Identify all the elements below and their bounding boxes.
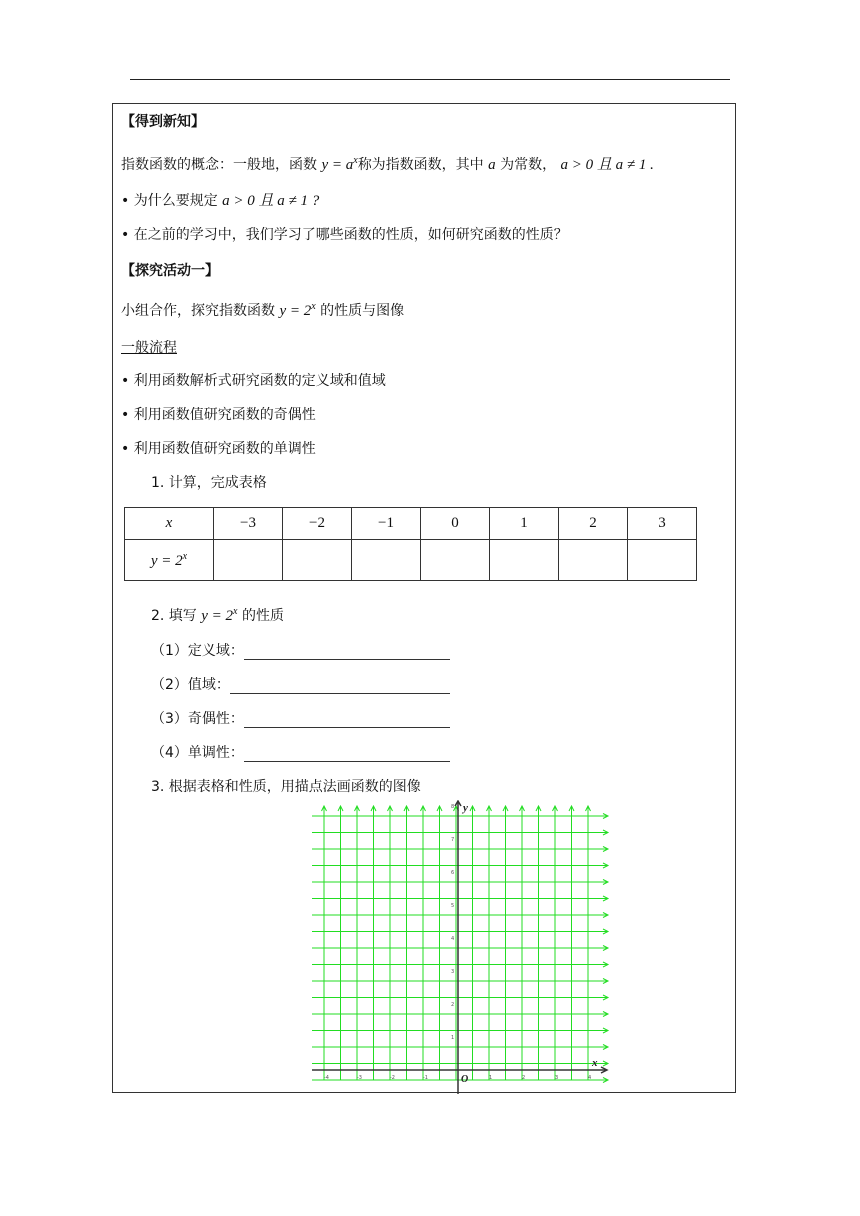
- concept-a: a: [488, 157, 496, 173]
- step-2-suffix: 的性质: [241, 608, 284, 624]
- answer-blank[interactable]: [244, 645, 450, 660]
- x-tick-label: 1: [489, 1075, 493, 1081]
- header-rule: [130, 79, 730, 80]
- concept-prefix: 指数函数的概念：一般地，函数: [121, 157, 317, 173]
- tick-labels: [324, 802, 598, 1085]
- question-1: [121, 192, 319, 210]
- step-2: [151, 603, 284, 625]
- table-cell-blank[interactable]: [490, 540, 559, 581]
- x-tick-label: -1: [423, 1075, 428, 1081]
- table-cell-blank[interactable]: [421, 540, 490, 581]
- step-2-formula: [201, 608, 237, 624]
- x-tick-label: 2: [522, 1075, 526, 1081]
- y-tick-label: 6: [451, 870, 455, 876]
- concept-sentence: [121, 152, 654, 174]
- x-tick-label: 4: [588, 1075, 592, 1081]
- table-row: [125, 508, 697, 540]
- property-domain: [151, 642, 450, 660]
- table-x-value: −3: [214, 508, 283, 540]
- step-2-formula-exp: x: [233, 606, 238, 617]
- step-2-formula-base: y = 2: [201, 608, 234, 624]
- x-tick-label: -4: [324, 1075, 329, 1081]
- x-tick-label: 3: [555, 1075, 559, 1081]
- y-tick-label: 1: [451, 1035, 455, 1041]
- question-1-prefix: • 为什么要规定: [121, 193, 218, 209]
- y-tick-label: 5: [451, 903, 455, 909]
- table-x-value: 2: [559, 508, 628, 540]
- table-x-value: −1: [352, 508, 421, 540]
- table-header-y: [125, 540, 214, 581]
- concept-mid2: 为常数，: [500, 157, 557, 173]
- property-parity: [151, 710, 450, 728]
- table-x-value: −2: [283, 508, 352, 540]
- intro-prefix: 小组合作，探究指数函数: [121, 303, 275, 319]
- table-y-exp: x: [182, 550, 188, 562]
- step-2-prefix: 2. 填写: [151, 608, 197, 624]
- property-label: （1）定义域：: [151, 643, 244, 659]
- concept-mid: 称为指数函数，其中: [357, 157, 484, 173]
- answer-blank[interactable]: [244, 747, 450, 762]
- step-3: 3. 根据表格和性质，用描点法画函数的图像: [151, 779, 421, 795]
- concept-condition: a > 0 且 a ≠ 1 .: [560, 157, 654, 173]
- question-2: • 在之前的学习中，我们学习了哪些函数的性质，如何研究函数的性质？: [121, 227, 568, 243]
- property-label: （4）单调性：: [151, 745, 244, 761]
- intro-formula-base: y = 2: [279, 303, 312, 319]
- concept-formula-base: y = a: [321, 157, 354, 173]
- concept-formula-exp: x: [353, 155, 358, 166]
- property-monotonicity: [151, 744, 450, 762]
- x-tick-label: -2: [390, 1075, 395, 1081]
- table-cell-blank[interactable]: [352, 540, 421, 581]
- table-header-x: x: [125, 508, 214, 540]
- x-axis-label: x: [592, 1057, 598, 1069]
- table-cell-blank[interactable]: [283, 540, 352, 581]
- origin-label: O: [461, 1074, 469, 1085]
- y-tick-label: 7: [451, 837, 455, 843]
- question-1-condition: a > 0 且 a ≠ 1 ?: [222, 193, 320, 209]
- activity-intro: [121, 298, 404, 320]
- y-tick-label: 3: [451, 969, 455, 975]
- y-tick-label: 8: [451, 804, 455, 810]
- table-cell-blank[interactable]: [214, 540, 283, 581]
- table-x-value: 1: [490, 508, 559, 540]
- property-label: （2）值域：: [151, 677, 230, 693]
- value-table: [124, 507, 697, 581]
- concept-formula: [321, 157, 357, 173]
- intro-suffix: 的性质与图像: [320, 303, 405, 319]
- table-x-value: 3: [628, 508, 697, 540]
- answer-blank[interactable]: [244, 713, 450, 728]
- table-y-base: y = 2: [150, 552, 183, 569]
- table-x-value: 0: [421, 508, 490, 540]
- property-range: [151, 676, 450, 694]
- step-1: 1. 计算，完成表格: [151, 475, 267, 491]
- flow-item: • 利用函数值研究函数的奇偶性: [121, 407, 316, 423]
- section-heading-new-knowledge: 【得到新知】: [121, 114, 205, 130]
- y-tick-label: 4: [451, 936, 455, 942]
- property-label: （3）奇偶性：: [151, 711, 244, 727]
- section-heading-activity-one: 【探究活动一】: [121, 263, 219, 279]
- intro-formula: [279, 303, 315, 319]
- coordinate-grid: [312, 800, 612, 1096]
- table-cell-blank[interactable]: [559, 540, 628, 581]
- y-tick-label: 2: [451, 1002, 455, 1008]
- x-tick-label: -3: [357, 1075, 362, 1081]
- intro-formula-exp: x: [311, 301, 316, 312]
- y-axis-label: y: [463, 802, 468, 814]
- answer-blank[interactable]: [230, 679, 450, 694]
- flow-title: 一般流程: [121, 340, 177, 356]
- flow-item: • 利用函数值研究函数的单调性: [121, 441, 316, 457]
- table-row: [125, 540, 697, 581]
- grid-lines: [312, 806, 608, 1083]
- table-cell-blank[interactable]: [628, 540, 697, 581]
- flow-item: • 利用函数解析式研究函数的定义域和值域: [121, 373, 386, 389]
